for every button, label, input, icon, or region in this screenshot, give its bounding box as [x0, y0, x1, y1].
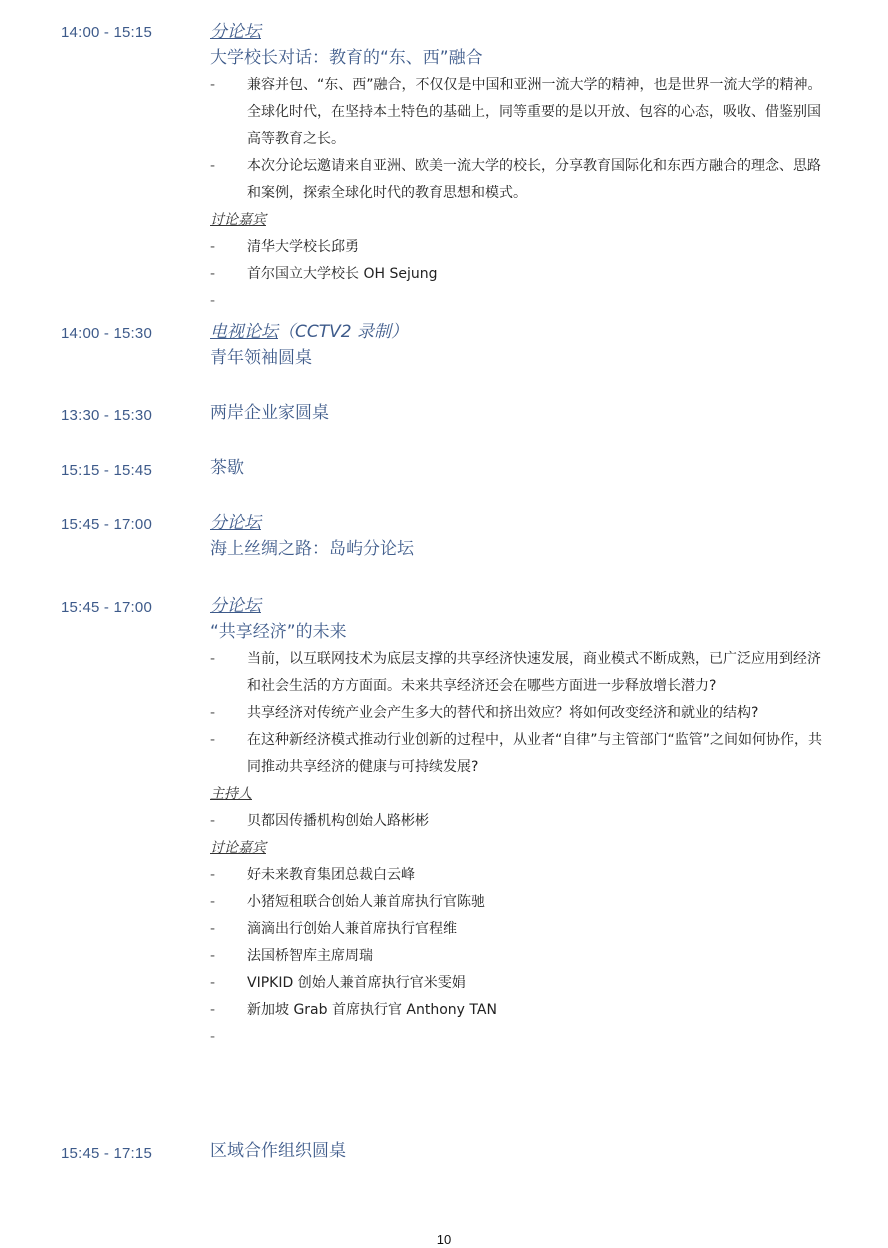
session-title: “共享经济”的未来 — [210, 622, 347, 642]
guest-item: - 法国桥智库主席周瑞 — [210, 948, 373, 964]
guests-label: 讨论嘉宾 — [210, 212, 266, 228]
session-block — [210, 400, 833, 427]
list-item: - 共享经济对传统产业会产生多大的替代和挤出效应？将如何改变经济和就业的结构? — [210, 705, 759, 721]
host-item: - 贝都因传播机构创始人路彬彬 — [210, 813, 429, 829]
host-label: 主持人 — [210, 786, 252, 802]
session-block — [210, 319, 833, 372]
empty-bullet: - — [210, 1029, 216, 1045]
session-time: 15:45 - 17:00 — [61, 599, 153, 616]
session-time: 15:45 - 17:00 — [61, 516, 153, 533]
guests-label: 讨论嘉宾 — [210, 840, 266, 856]
guest-item: - 新加坡 Grab 首席执行官 Anthony TAN — [210, 1002, 497, 1018]
session-kind: 电视论坛（CCTV2 录制） — [210, 322, 408, 342]
guest-item: - VIPKID 创始人兼首席执行官米雯娟 — [210, 975, 466, 991]
session-time: 13:30 - 15:30 — [61, 407, 153, 424]
session-time: 14:00 - 15:30 — [61, 325, 153, 342]
session-title: 海上丝绸之路：岛屿分论坛 — [210, 539, 414, 559]
guest-item: - 小猪短租联合创始人兼首席执行官陈驰 — [210, 894, 485, 910]
session-block — [210, 510, 833, 563]
list-item: - 在这种新经济模式推动行业创新的过程中，从业者“自律”与主管部门“监管”之间如何协作，共同推动共享经济的健康与可持续发展? — [210, 732, 823, 775]
session-block — [210, 593, 833, 1051]
guest-item: - 滴滴出行创始人兼首席执行官程维 — [210, 921, 457, 937]
session-title: 区域合作组织圆桌 — [210, 1141, 346, 1161]
session-title: 两岸企业家圆桌 — [210, 403, 329, 423]
guest-item: - 好未来教育集团总裁白云峰 — [210, 867, 415, 883]
empty-bullet: - — [210, 293, 216, 309]
session-title: 大学校长对话：教育的“东、西”融合 — [210, 48, 483, 68]
guest-item: - 首尔国立大学校长 OH Sejung — [210, 266, 438, 282]
session-time: 15:45 - 17:15 — [61, 1145, 153, 1162]
guest-item: - 清华大学校长邱勇 — [210, 239, 359, 255]
session-title: 青年领袖圆桌 — [210, 348, 312, 368]
list-item: - 本次分论坛邀请来自亚洲、欧美一流大学的校长，分享教育国际化和东西方融合的理念、思路和案例，探索全球化时代的教育思想和模式。 — [210, 158, 821, 201]
session-kind: 分论坛 — [210, 22, 261, 42]
session-block — [210, 1138, 833, 1165]
session-block — [210, 455, 833, 482]
session-block — [210, 19, 833, 315]
session-time: 14:00 - 15:15 — [61, 24, 153, 41]
session-kind: 分论坛 — [210, 513, 261, 533]
list-item: - 当前，以互联网技术为底层支撑的共享经济快速发展，商业模式不断成熟，已广泛应用到经济和社会生活的方方面面。未来共享经济还会在哪些方面进一步释放增长潜力? — [210, 651, 821, 694]
list-item: - 兼容并包、“东、西”融合，不仅仅是中国和亚洲一流大学的精神，也是世界一流大学的精神。全球化时代，在坚持本土特色的基础上，同等重要的是以开放、包容的心态，吸收、借鉴别国高等教育之长。 — [210, 77, 822, 147]
session-kind: 分论坛 — [210, 596, 261, 616]
page-number: 10 — [436, 1232, 452, 1247]
session-time: 15:15 - 15:45 — [61, 462, 153, 479]
session-title: 茶歇 — [210, 458, 244, 478]
